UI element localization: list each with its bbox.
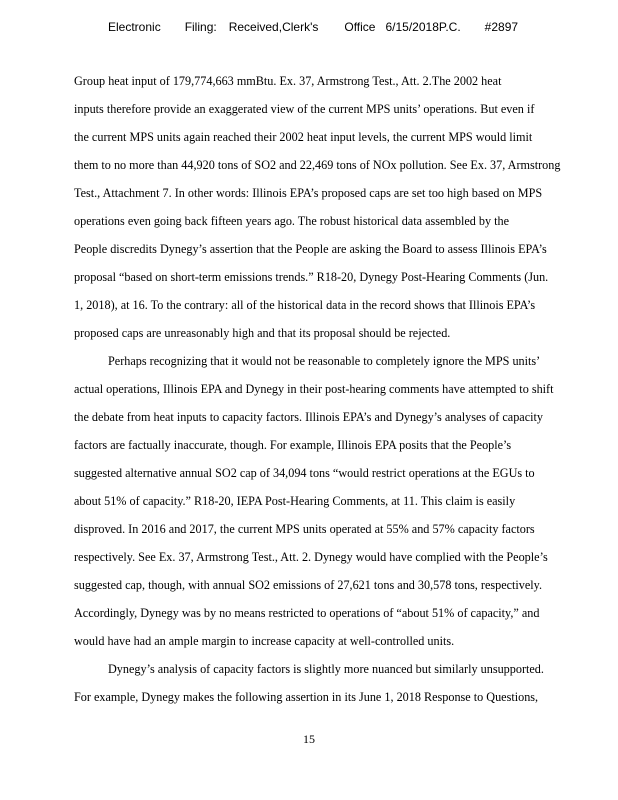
body-line: operations even going back fifteen years ago. The robust historical data assembled by the [74,214,510,228]
header-pc-number: #2897 [484,20,519,34]
body-line: the current MPS units again reached their 2002 heat input levels, the current MPS would limit [74,130,533,144]
body-line: factors are factually inaccurate, though. For example, Illinois EPA posits that the People’s [74,438,512,452]
header-electronic: Electronic [108,20,161,34]
header-filing: Filing: [184,20,217,34]
body-line: proposal “based on short-term emissions trends.” R18-20, Dynegy Post-Hearing Comments (Jun. [74,270,549,284]
body-line: suggested alternative annual SO2 cap of 34,094 tons “would restrict operations at the EGUs to [74,466,535,480]
body-line: 1, 2018), at 16. To the contrary: all of the historical data in the record shows that Illinois EPA’s [74,298,536,312]
paragraph-start-line: Dynegy’s analysis of capacity factors is slightly more nuanced but similarly unsupported. [108,662,544,676]
filing-stamp-header [108,20,518,34]
body-line: Test., Attachment 7. In other words: Illinois EPA’s proposed caps are set too high based on MPS [74,186,543,200]
body-line: suggested cap, though, with annual SO2 emissions of 27,621 tons and 30,578 tons, respectively. [74,578,543,592]
body-line: Group heat input of 179,774,663 mmBtu. Ex. 37, Armstrong Test., Att. 2.The 2002 heat [74,74,502,88]
header-received-clerks: Received,Clerk's [228,20,319,34]
body-line: disproved. In 2016 and 2017, the current MPS units operated at 55% and 57% capacity factors [74,522,535,536]
body-line: would have had an ample margin to increase capacity at well-controlled units. [74,634,455,648]
body-line: People discredits Dynegy’s assertion that the People are asking the Board to assess Illinois EPA’s [74,242,547,256]
page-number: 15 [303,732,315,746]
body-line: For example, Dynegy makes the following assertion in its June 1, 2018 Response to Questions, [74,690,539,704]
body-line: Accordingly, Dynegy was by no means restricted to operations of “about 51% of capacity,” and [74,606,540,620]
paragraph-start-line: Perhaps recognizing that it would not be reasonable to completely ignore the MPS units’ [108,354,541,368]
body-line: proposed caps are unreasonably high and that its proposal should be rejected. [74,326,451,340]
header-date-pc: 6/15/2018P.C. [385,20,461,34]
body-line: inputs therefore provide an exaggerated view of the current MPS units’ operations. But even if [74,102,535,116]
body-line: respectively. See Ex. 37, Armstrong Test., Att. 2. Dynegy would have complied with the People’s [74,550,548,564]
document-body [74,67,610,711]
body-line: the debate from heat inputs to capacity factors. Illinois EPA’s and Dynegy’s analyses of capacity [74,410,543,424]
body-line: them to no more than 44,920 tons of SO2 and 22,469 tons of NOx pollution. See Ex. 37, Armstrong [74,158,561,172]
header-office: Office [344,20,376,34]
body-line: actual operations, Illinois EPA and Dynegy in their post-hearing comments have attempted to shift [74,382,554,396]
body-line: about 51% of capacity.” R18-20, IEPA Post-Hearing Comments, at 11. This claim is easily [74,494,516,508]
